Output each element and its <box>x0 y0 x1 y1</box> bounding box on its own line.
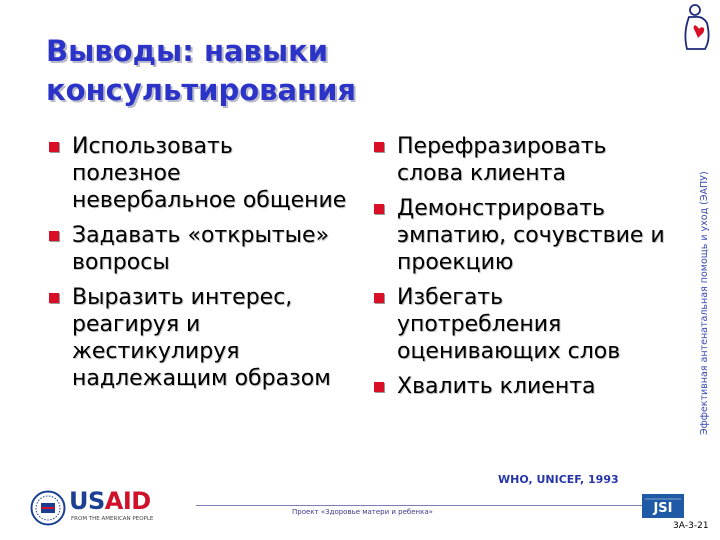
slide-title <box>46 32 606 110</box>
bullet-list-right <box>373 133 673 408</box>
list-item <box>48 284 348 392</box>
usaid-logo <box>69 487 151 515</box>
bullet-text: Задавать «открытые» вопросы <box>72 223 330 275</box>
bullet-text: Демонстрировать эмпатию, сочувствие и проекцию <box>397 196 665 275</box>
citation: WHO, UNICEF, 1993 <box>498 473 619 486</box>
footer-divider <box>196 505 680 506</box>
title-line-2: консультирования <box>46 73 357 107</box>
list-item <box>373 284 673 365</box>
jsi-logo <box>642 494 684 518</box>
list-item <box>48 222 348 276</box>
list-item <box>48 133 348 214</box>
jsi-logo-text: JSI <box>653 501 673 516</box>
bullet-square-icon <box>49 142 59 152</box>
bullet-square-icon <box>374 204 384 214</box>
bullet-text: Перефразировать слова клиента <box>397 134 607 186</box>
bullet-square-icon <box>49 293 59 303</box>
list-item <box>373 373 673 400</box>
bullet-text: Хвалить клиента <box>397 374 596 399</box>
bullet-square-icon <box>49 231 59 241</box>
bullet-text: Использовать полезное невербальное общение <box>72 134 347 213</box>
usaid-tagline: FROM THE AMERICAN PEOPLE <box>71 516 154 522</box>
bullet-text: Избегать употребления оценивающих слов <box>397 285 621 364</box>
bullet-text: Выразить интерес, реагируя и жестикулируя надлежащим образом <box>72 285 331 391</box>
bullet-list-left <box>48 133 348 400</box>
title-line-1: Выводы: навыки <box>46 34 329 68</box>
usaid-logo-aid: AID <box>104 487 151 515</box>
usaid-seal-icon <box>30 490 66 526</box>
mother-and-child-icon <box>681 3 717 55</box>
list-item <box>373 133 673 187</box>
sidebar-course-title: Эффективная антенатальная помощь и уход (ЭАПУ) <box>699 171 710 435</box>
slide-number: 3А-3-21 <box>673 521 709 531</box>
bullet-square-icon <box>374 293 384 303</box>
list-item <box>373 195 673 276</box>
bullet-square-icon <box>374 382 384 392</box>
bullet-square-icon <box>374 142 384 152</box>
project-name: Проект «Здоровье матери и ребенка» <box>292 508 433 516</box>
usaid-logo-us: US <box>69 487 105 515</box>
